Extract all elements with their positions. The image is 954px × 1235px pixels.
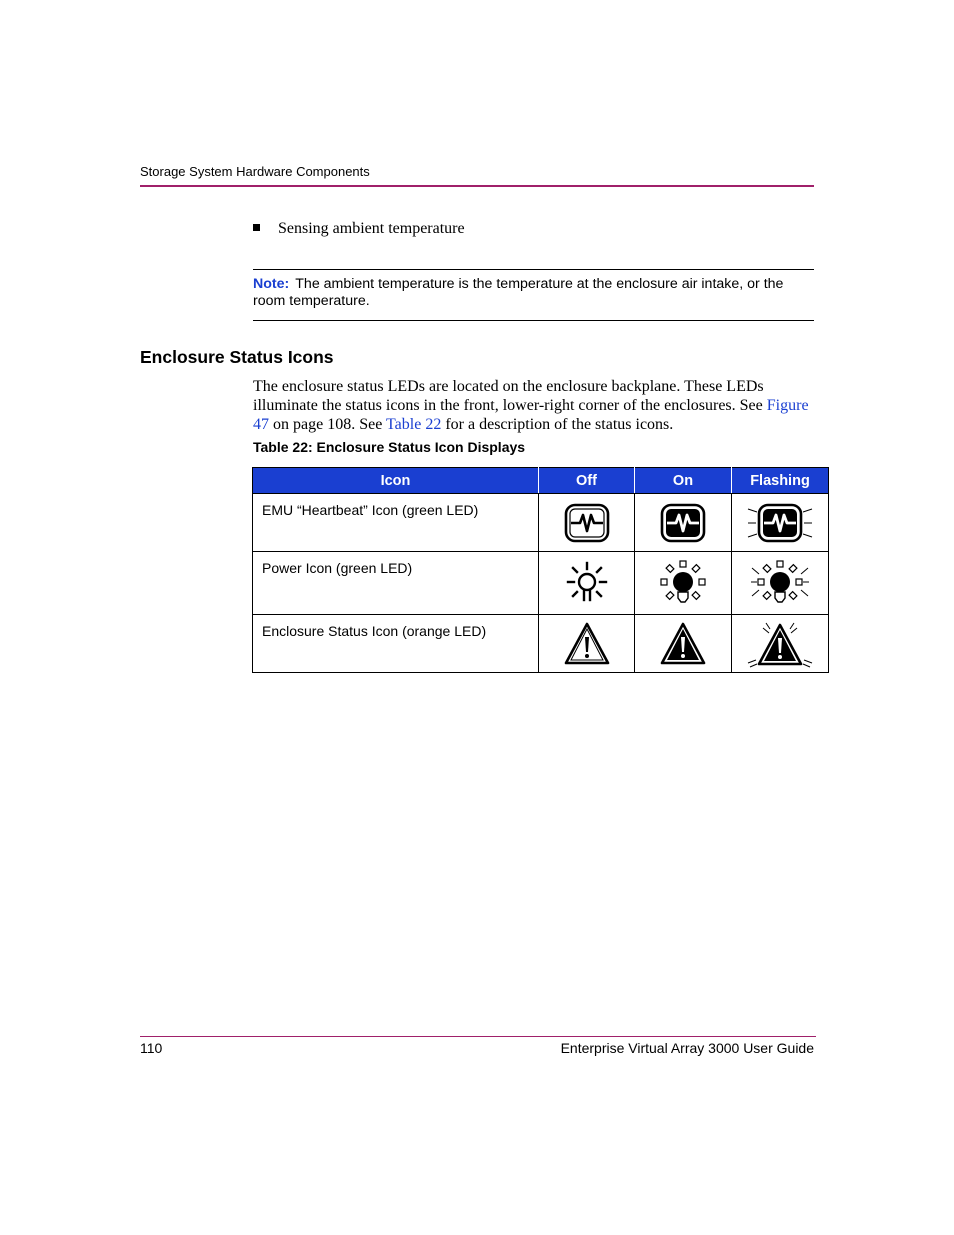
note-box <box>253 269 814 321</box>
document-title: Enterprise Virtual Array 3000 User Guide <box>560 1040 814 1056</box>
column-header-flashing: Flashing <box>732 468 829 494</box>
para-text-3: for a description of the status icons. <box>441 416 674 433</box>
body-paragraph <box>253 377 823 434</box>
footer-rule <box>140 1036 816 1037</box>
bullet-text: Sensing ambient temperature <box>278 220 465 237</box>
table-row <box>253 615 829 673</box>
warning-on-icon <box>658 621 708 667</box>
note-label: Note: <box>253 276 290 292</box>
heartbeat-flashing-icon <box>744 497 816 549</box>
table-row <box>253 494 829 552</box>
bullet-item <box>253 220 465 238</box>
note-body: The ambient temperature is the temperature at the enclosure air intake, or the room temperature. <box>253 276 784 309</box>
column-header-on: On <box>635 468 732 494</box>
heartbeat-off-icon <box>562 501 612 545</box>
note-text <box>253 276 814 310</box>
table-header-row <box>253 468 829 494</box>
header-rule <box>140 185 814 187</box>
status-icon-table <box>252 467 829 673</box>
para-text-2: on page 108. See <box>269 416 387 433</box>
warning-off-icon <box>562 621 612 667</box>
table-caption: Table 22: Enclosure Status Icon Displays <box>253 439 526 455</box>
bullet-square-icon <box>253 224 260 231</box>
column-header-icon: Icon <box>253 468 539 494</box>
row-label-heartbeat: EMU “Heartbeat” Icon (green LED) <box>253 494 539 552</box>
heartbeat-on-icon <box>658 501 708 545</box>
column-header-off: Off <box>539 468 635 494</box>
warning-flashing-icon <box>744 619 816 669</box>
row-label-power: Power Icon (green LED) <box>253 552 539 615</box>
para-text-1: The enclosure status LEDs are located on the enclosure backplane. These LEDs illuminate the status icons in the front, lower-right corner of the enclosures. See <box>253 378 767 414</box>
row-label-enclosure-status: Enclosure Status Icon (orange LED) <box>253 615 539 673</box>
page-number: 110 <box>140 1040 163 1056</box>
table-22-link[interactable]: Table 22 <box>386 416 442 433</box>
power-off-icon <box>562 558 612 608</box>
running-header: Storage System Hardware Components <box>140 164 370 179</box>
section-heading: Enclosure Status Icons <box>140 347 334 367</box>
figure-47-link[interactable]: Figure 47 <box>253 397 809 433</box>
table-row <box>253 552 829 615</box>
power-flashing-icon <box>749 558 811 608</box>
power-on-icon <box>658 558 708 608</box>
